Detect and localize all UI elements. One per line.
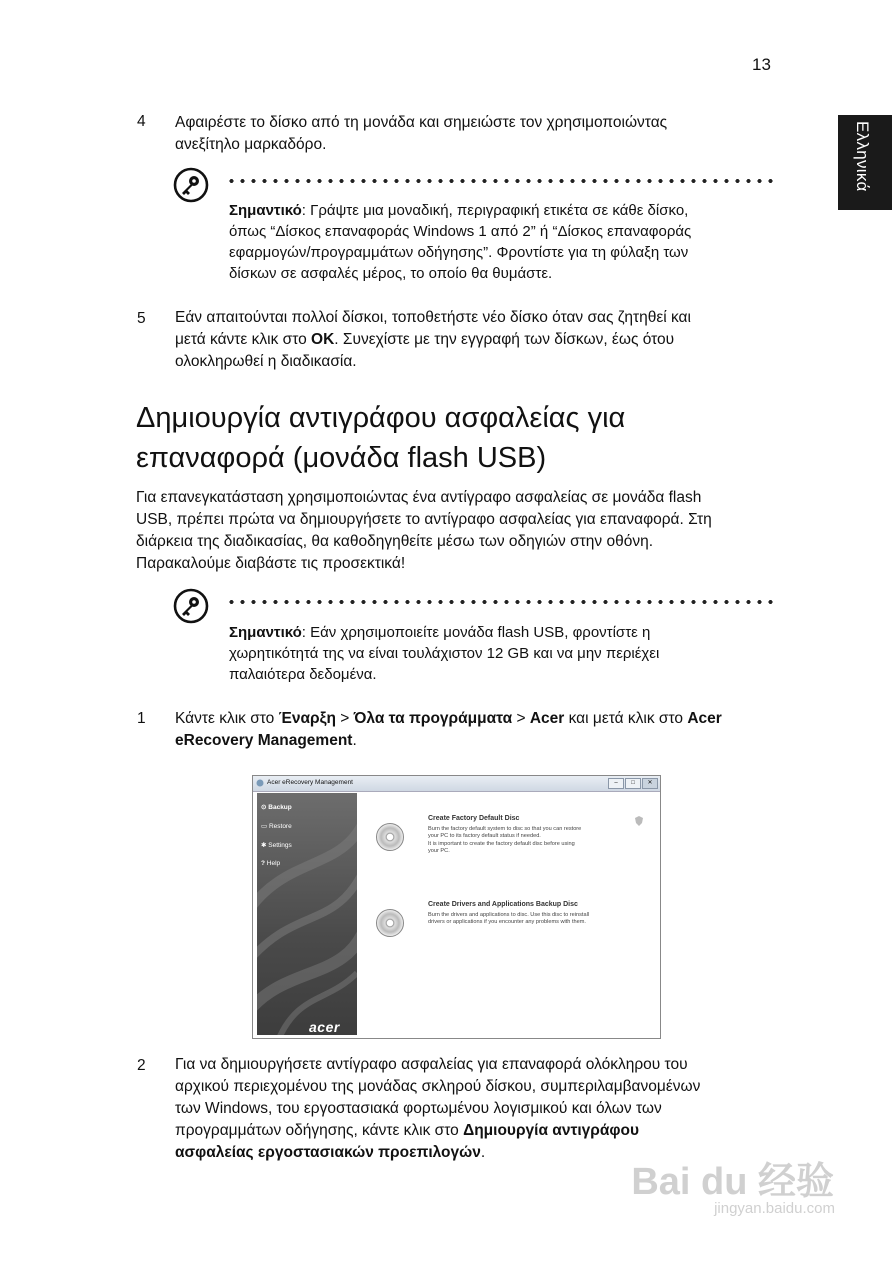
intro-paragraph — [136, 487, 712, 575]
note-divider — [226, 179, 774, 183]
create-backup-label: Δημιουργία αντιγράφου — [463, 1122, 639, 1139]
text-run: Κάντε κλικ στο — [175, 710, 279, 727]
step-4-line: ανεξίτηλο μαρκαδόρο. — [175, 136, 327, 153]
step-4-text — [175, 112, 667, 156]
note-line: όπως “Δίσκος επαναφοράς Windows 1 από 2” ή “Δίσκος επαναφοράς — [229, 223, 692, 240]
sidebar — [257, 793, 357, 1035]
note-label: Σημαντικό — [229, 624, 302, 641]
text-run: . Συνεχίστε με την εγγραφή των δίσκων, έως ότου — [334, 331, 675, 348]
sidebar-item-help[interactable] — [261, 860, 280, 867]
text-run: προγραμμάτων οδήγησης, κάντε κλικ στο — [175, 1122, 464, 1139]
create-factory-default-disc-button[interactable]: Create Factory Default Disc — [428, 815, 520, 822]
step-1-line — [175, 730, 722, 752]
note-line: παλαιότερα δεδομένα. — [229, 666, 377, 683]
key-icon — [173, 588, 209, 624]
start-label: Έναρξη — [278, 710, 336, 727]
app-icon — [256, 779, 264, 787]
desc-line: Burn the drivers and applications to disc. Use this disc to reinstall — [428, 912, 590, 918]
backup-icon: ⊙ — [261, 804, 269, 811]
step-2-line — [175, 1120, 700, 1142]
step-5-line — [175, 329, 691, 351]
text-run: και μετά κλικ στο — [564, 710, 688, 727]
baidu-watermark-url: jingyan.baidu.com — [714, 1200, 835, 1217]
key-icon — [173, 167, 209, 203]
window-titlebar — [253, 776, 660, 792]
erecovery-screenshot — [252, 775, 661, 1039]
note-important-2 — [229, 622, 769, 685]
sidebar-item-settings[interactable] — [261, 841, 292, 849]
restore-icon: ▭ — [261, 823, 269, 830]
language-tab — [838, 115, 892, 210]
intro-line: διάρκεια της διαδικασίας, θα καθοδηγηθείτε μέσω των οδηγιών στην οθόνη. — [136, 533, 654, 550]
heading-line: επαναφορά (μονάδα flash USB) — [136, 442, 547, 474]
text-run: . — [480, 1144, 486, 1161]
desc-line: Burn the factory default system to disc so that you can restore — [428, 826, 582, 832]
language-tab-label: Ελληνικά — [853, 121, 872, 192]
note-divider — [226, 600, 774, 604]
window-controls — [607, 778, 658, 789]
factory-disc-icon — [376, 823, 404, 851]
note-important-1 — [229, 200, 769, 284]
section-heading — [136, 398, 625, 478]
gear-icon: ✱ — [261, 842, 269, 849]
desc-line: It is important to create the factory default disc before using — [428, 840, 575, 847]
minimize-icon[interactable]: – — [608, 778, 624, 789]
intro-line: USB, πρέπει πρώτα να δημιουργήσετε το αντίγραφο ασφαλείας για επαναφορά. Στη — [136, 511, 712, 528]
step-1-number: 1 — [137, 710, 146, 727]
text-run: > — [512, 710, 530, 727]
shield-icon — [635, 816, 643, 826]
erecovery-label: eRecovery Management — [175, 732, 353, 749]
step-2-number: 2 — [137, 1057, 146, 1074]
sidebar-item-backup[interactable] — [261, 803, 292, 811]
all-programs-label: Όλα τα προγράμματα — [353, 710, 513, 727]
note-line — [229, 200, 769, 221]
main-pane — [359, 793, 656, 1035]
note-line: εφαρμογών/προγραμμάτων οδήγησης”. Φροντίστε για τη φύλαξη των — [229, 244, 689, 261]
step-2-line: αρχικού περιεχομένου της μονάδας σκληρού δίσκου, συμπεριλαμβανομένων — [175, 1078, 701, 1095]
step-4-number: 4 — [137, 113, 146, 130]
option-2-description — [428, 912, 643, 927]
step-4-line: Αφαιρέστε το δίσκο από τη μονάδα και σημειώστε τον χρησιμοποιώντας — [175, 114, 668, 131]
step-5-line: Εάν απαιτούνται πολλοί δίσκοι, τοποθετήστε νέο δίσκο όταν σας ζητηθεί και — [175, 309, 691, 326]
drivers-disc-icon — [376, 909, 404, 937]
note-text: : Γράψτε μια μοναδική, περιγραφική ετικέτα σε κάθε δίσκο, — [301, 202, 689, 219]
note-label: Σημαντικό — [229, 202, 302, 219]
desc-line: drivers or applications if you encounter any problems with them. — [428, 919, 586, 926]
create-drivers-backup-disc-button[interactable]: Create Drivers and Applications Backup Disc — [428, 901, 578, 908]
step-1-text — [175, 708, 722, 752]
page-number: 13 — [752, 55, 771, 74]
step-2-line: των Windows, του εργοστασιακά φορτωμένου λογισμικού και όλων των — [175, 1100, 662, 1117]
step-2-text — [175, 1054, 700, 1164]
note-line: χωρητικότητά της να είναι τουλάχιστον 12 GB και να μην περιέχει — [229, 645, 660, 662]
step-1-line — [175, 708, 722, 730]
maximize-icon[interactable]: □ — [625, 778, 641, 789]
text-run: > — [335, 710, 354, 727]
acer-logo: acer — [309, 1019, 340, 1035]
note-line: δίσκων σε ασφαλές μέρος, το οποίο θα θυμάστε. — [229, 265, 553, 282]
intro-line: Για επανεγκατάσταση χρησιμοποιώντας ένα αντίγραφο ασφαλείας σε μονάδα flash — [136, 489, 702, 506]
step-5-line: ολοκληρωθεί η διαδικασία. — [175, 353, 357, 370]
step-2-line — [175, 1142, 700, 1164]
acer-label: Acer — [687, 710, 722, 727]
help-icon: ? — [261, 860, 267, 867]
note-text: : Εάν χρησιμοποιείτε μονάδα flash USB, φροντίστε η — [301, 624, 651, 641]
sidebar-item-label: Backup — [268, 804, 292, 811]
note-line — [229, 622, 769, 643]
step-5-number: 5 — [137, 310, 146, 327]
sidebar-item-label: Restore — [268, 823, 292, 830]
step-2-line: Για να δημιουργήσετε αντίγραφο ασφαλείας για επαναφορά ολόκληρου του — [175, 1056, 688, 1073]
sidebar-item-restore[interactable] — [261, 822, 292, 830]
option-1-description — [428, 826, 628, 856]
create-backup-label: ασφαλείας εργοστασιακών προεπιλογών — [175, 1144, 481, 1161]
heading-line: Δημιουργία αντιγράφου ασφαλείας για — [136, 402, 626, 434]
step-5-text — [175, 307, 691, 373]
baidu-watermark-logo: Bai du 经验 — [631, 1161, 834, 1203]
text-run: μετά κάντε κλικ στο — [175, 331, 312, 348]
ok-label: OK — [311, 331, 335, 348]
acer-label: Acer — [529, 710, 565, 727]
desc-line: your PC to its factory default status if needed. — [428, 833, 541, 840]
sidebar-item-label: Settings — [268, 842, 292, 849]
close-icon[interactable]: ✕ — [642, 778, 658, 789]
window-title: Acer eRecovery Management — [267, 779, 353, 786]
desc-line: your PC. — [428, 848, 450, 855]
text-run: . — [352, 732, 357, 749]
intro-line: Παρακαλούμε διαβάστε τις προσεκτικά! — [136, 555, 406, 572]
sidebar-item-label: Help — [266, 860, 281, 867]
